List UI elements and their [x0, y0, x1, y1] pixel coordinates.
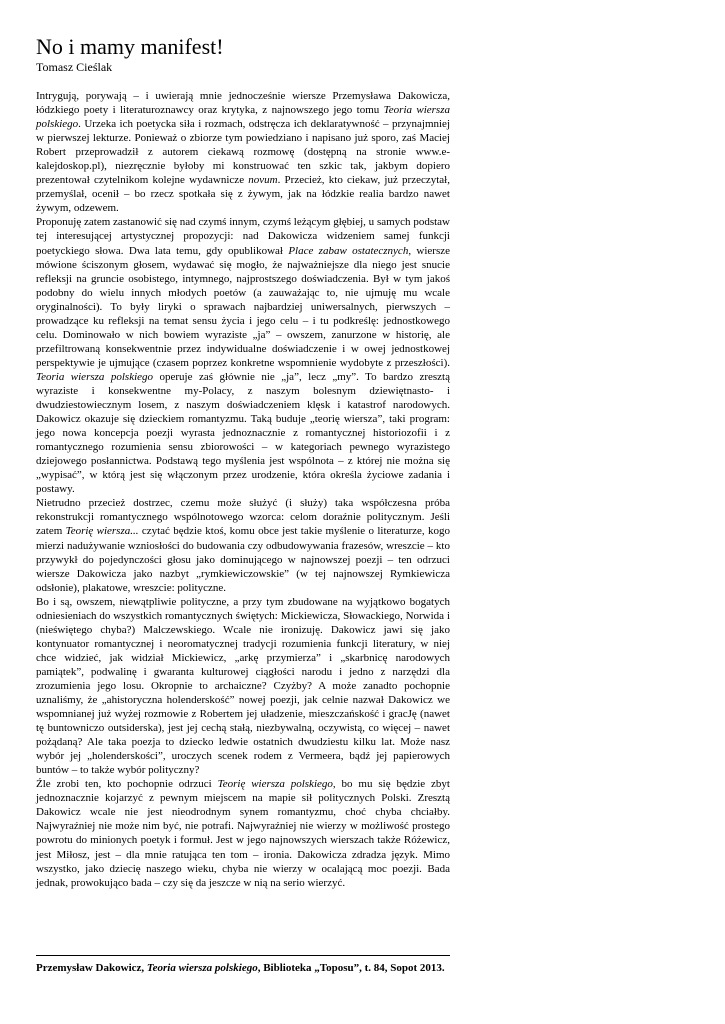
- paragraph: Intrygują, porywają – i uwierają mnie jednocześnie wiersze Przemysława Dakowicza, łódzkiego poety i literaturoznawcy oraz krytyka, z najnowszego jego tomu Teoria wiersza polskiego. Urzeka ich poetycka siła i rozmach, odstręcza ich deklaratywność – przynajmniej w pierwszej lekturze. Ponieważ o zbiorze tym powiedziano i napisano już sporo, zaś Maciej Robert przeprowadził z autorem ciekawą rozmowę (dostępną na stronie www.e-kalejdoskop.pl), niezręcznie byłoby mi konstruować ten szkic tak, jakbym dopiero prezentował czytelnikom kolejne wydawnicze novum. Przecież, kto ciekaw, już przeczytał, przemyślał, ocenił – bo rzecz spotkała się z żywym, jak na łódzkie realia bardzo nawet żywym, odzewem.: [36, 90, 450, 215]
- paragraph: Proponuję zatem zastanowić się nad czymś innym, czymś leżącym głębiej, u samych podstaw tej interesującej artystycznej propozycji: nad Dakowicza widzeniem samej funkcji poetyckiego słowa. Dwa lata temu, gdy opublikował Place zabaw ostatecznych, wiersze mówione ściszonym głosem, wydawać się mogło, że najważniejsze dla niego jest snucie refleksji na gruncie osobistego, intymnego, najprostszego doświadczenia. Był w tym jakoś podobny do wielu innych młodych poetów (a zauważając to, nie ujmuję mu wcale oryginalności). To były liryki o sprawach najbardziej uniwersalnych, pierwszych – prowadzące ku refleksji na temat sensu życia i jego celu – i tu podkreślę: jednostkowego celu. Dominowało w nich bowiem wyraziste „ja” – owszem, zanurzone w historię, ale przefiltrowaną konsekwentnie przez indywidualne doświadczenie i w owej jednostkowej perspektywie je ujmujące (czasem poprzez konkretne wspomnienie wydobyte z przeszłości). Teoria wiersza polskiego operuje zaś głównie nie „ja”, lecz „my”. To bardzo zresztą wyraziste i konsekwentne my-Polacy, z naszym bolesnym dziewiętnasto- i dwudziestowiecznym losem, z naszym doświadczeniem klęsk i katastrof narodowych. Dakowicz okazuje się dzieckiem romantyzmu. Taką buduje „teorię wiersza”, taki program: jego nowa koncepcja poezji wyrasta jednoznacznie z romantycznej historiozofii i z romantycznego rozumienia sensu zbiorowości – w kategoriach pewnego wyrazistego dziejowego posłannictwa. Podstawą tego myślenia jest wspólnota – z której nie można się „wypisać”, w którą jest się włączonym przez urodzenie, która określa życiowe zadania i postawy.: [36, 216, 450, 496]
- italic-title: Place zabaw ostatecznych: [288, 244, 409, 257]
- footer-divider: [36, 955, 450, 956]
- italic-title: Teoria wiersza polskiego: [146, 962, 258, 974]
- article-author: Tomasz Cieślak: [36, 60, 113, 74]
- italic-title: Teoria wiersza polskiego: [36, 370, 154, 383]
- italic-title: Teoria wiersza polskiego: [36, 104, 450, 131]
- paragraph: Źle zrobi ten, kto pochopnie odrzuci Teorię wiersza polskiego, bo mu się będzie zbyt jednoznacznie kojarzyć z pewnym miejscem na mapie sił politycznych Polski. Zresztą Dakowicz wcale nie jest nieodrodnym synem romantyzmu, choć chyba chciałby. Najwyraźniej nie może nim być, nie potrafi. Najwyraźniej nie wierzy w możliwość prostego powrotu do minionych poetyk i formuł. Jest w jego najnowszych wierszach także Różewicz, jest Miłosz, jest – dla mnie ratująca ten tom – ironia. Dakowicza zdradza język. Mimo wszystko, jako dziecię naszego wieku, chyba nie wierzy w ocalającą moc poezji. Bada jednak, prowokująco bada – czy się da jeszcze w nią na serio wierzyć.: [36, 778, 450, 889]
- paragraph: Nietrudno przecież dostrzec, czemu może służyć (i służy) taka współczesna próba rekonstrukcji romantycznego wspólnotowego wzorca: celom doraźnie politycznym. Jeśli zatem Teorię wiersza... czytać będzie ktoś, komu obce jest takie myślenie o literaturze, kogo mierzi nadużywanie wzniosłości do budowania czy odbudowywania frazesów, wreszcie – kto przywykł do pojedynczości głosu jako dominującego w najnowszej poezji – ten odrzuci wiersze Dakowicza jako nazbyt „rymkiewiczowskie” (w tej najnowszej Rymkiewicza odsłonie), plakatowe, wreszcie: polityczne.: [36, 497, 450, 594]
- italic-title: novum: [248, 174, 278, 187]
- italic-title: Teorię wiersza polskiego: [217, 778, 333, 791]
- paragraph: Bo i są, owszem, niewątpliwie polityczne, a przy tym zbudowane na wyjątkowo bogatych odniesieniach do wszystkich romantycznych świętych: Mickiewicza, Słowackiego, Norwida i (nieświętego chyba?) Malczewskiego. Wcale nie ironizuję. Dakowicz jawi się jako kontynuator romantycznej i neoromatycznej tradycji rozumienia funkcji literatury, w niej chce widzieć, jak widział Mickiewicz, „arkę przymierza” i „skarbnicę narodowych pamiątek”, podwalinę i gwaranta kulturowej ciągłości narodu i jedno z narzędzi dla zrozumienia jego losu. Okropnie to archaiczne? Czyżby? A może zanadto pochopnie uznaliśmy, że „ahistoryczna holenderskość” nowej poezji, jak celnie nazwał Dakowicz we wspomnianej już wyżej rozmowie z Robertem jej uładzenie, mieszczańskość i gracJę (nawet tę buntowniczo outsiderska), jest jej cechą stałą, niezbywalną, oczywistą, co więcej – nawet pożądaną? Ale taka poezja to dziecko ledwie ostatnich dwudziestu kilku lat. Może nasz wybór jej „holenderskości”, uroczych scenek rodem z Vermeera, bądź jej papierowych buntów – to także wybór polityczny?: [36, 595, 450, 777]
- article-title: No i mamy manifest!: [36, 34, 224, 59]
- article-body: [36, 89, 450, 890]
- italic-title: Teorię wiersza...: [65, 525, 139, 538]
- article: [36, 34, 450, 890]
- bibliographic-footnote: Przemysław Dakowicz, Teoria wiersza polskiego, Biblioteka „Toposu”, t. 84, Sopot 2013.: [36, 962, 445, 974]
